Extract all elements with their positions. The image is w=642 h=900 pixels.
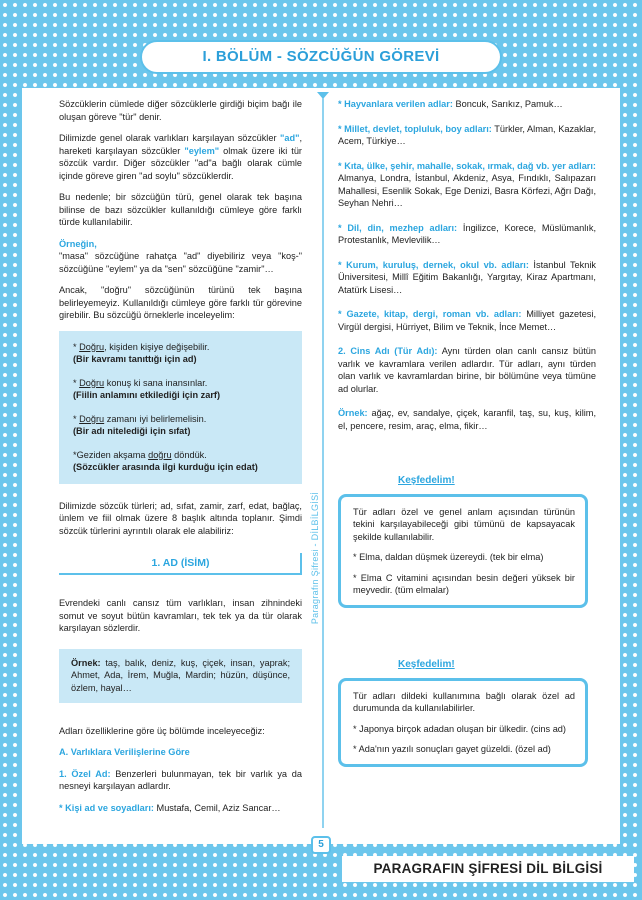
cins-ad-item: 2. Cins Adı (Tür Adı): Aynı türden olan canlı cansız bütün varlık ve kavramlara verilen adlardır. Tür adları, aynı türden olan varlık ve kavramlardan birine, bir bölümüne veya tümüne ad olurlar. (338, 346, 596, 394)
page-title: I. BÖLÜM - SÖZCÜĞÜN GÖREVİ (140, 40, 502, 74)
masa-paragraph: "masa" sözcüğüne rahatça "ad" diyebiliriz veya "koş-" sözcüğüne "eylem" ya da "sen" sözcüğüne "zamir"… (59, 251, 302, 274)
ad-term: "ad" (280, 133, 300, 144)
subheading: A. Varlıklara Verilişlerine Göre (59, 747, 190, 758)
kesfedelim-title: Keşfedelim! (398, 475, 455, 487)
left-column (59, 98, 302, 823)
ozel-ad-item: * Gazete, kitap, dergi, roman vb. adları: Milliyet gazetesi, Virgül dergisi, Hürriyet, Bilim ve Teknik, İnce Memet… (338, 309, 596, 332)
underlined-word: doğru (148, 449, 172, 460)
example-note: (Bir adı nitelediği için sıfat) (73, 426, 191, 437)
underlined-word: Doğru (79, 377, 105, 388)
kesfedelim-box: Tür adları dildeki kullanımına bağlı olarak özel ad durumunda da kullanılabilirler. * Japonya birçok adadan oluşan bir ülkedir. (cins ad) * Ada'nın yazılı sonuçları gayet güzeldi. (özel ad) (338, 678, 588, 767)
intro-paragraph: Sözcüklerin cümlede diğer sözcüklerle girdiği biçim bağı ile oluşan göreve "tür" denir. (59, 99, 302, 122)
side-label: Paragrafın Şifresi - DİLBİLGİSİ (309, 486, 321, 630)
example-item: * Doğru zamanı iyi belirlemelisin. (Bir adı nitelediği için sıfat) (73, 413, 290, 438)
footer-book-title: PARAGRAFIN ŞİFRESİ DİL BİLGİSİ (342, 856, 634, 882)
ad-eylem-paragraph: Dilimizde genel olarak varlıkları karşılayan sözcükler "ad", hareketi karşılayan sözcükler "eylem" olmak üzere iki tür sözcük vardır. Diğer sözcükler "ad"a bağlı olarak cümle içinde göreve giren "ad soylu" sözcüklerdir. (59, 133, 302, 181)
type-context-paragraph: Bu nedenle; bir sözcüğün türü, genel olarak tek başına bilinse de bazı sözcükler kullanıldığı cümleye göre farklı türde kullanılabilir. (59, 192, 302, 228)
ad-definition-paragraph: Evrendeki canlı cansız tüm varlıkları, insan zihnindeki somut ve soyut bütün kavramları, tek tek ya da tür olarak karşılayan sözlerdir. (59, 598, 302, 634)
ozel-ad-item: * Kıta, ülke, şehir, mahalle, sokak, ırmak, dağ vb. yer adları: Almanya, Londra, İstanbul, Akdeniz, Asya, Fındıklı, Salıpazarı Mahallesi, Esenlik Sokak, Ege Denizi, Basra Körfezi, Ağrı Dağı, Seyhan Nehri… (338, 160, 596, 209)
example-note: (Fiilin anlamını etkilediği için zarf) (73, 390, 221, 401)
ornek-cins-ad: Örnek: ağaç, ev, sandalye, çiçek, karanfil, taş, su, kuş, kilim, el, pencere, resim, araç, elma, fikir… (338, 408, 596, 431)
ornek-box: Örnek: taş, balık, deniz, kuş, çiçek, insan, yaprak; Ahmet, Ada, İrem, Muğla, Mardin; hüzün, düşünce, özlem, hayal… (59, 649, 302, 703)
kesfedelim-title: Keşfedelim! (398, 659, 455, 670)
example-item: * Doğru konuş ki sana inansınlar. (Fiilin anlamını etkilediği için zarf) (73, 377, 290, 402)
categories-paragraph: Adları özelliklerine göre üç bölümde inceleyeceğiz: (59, 725, 265, 736)
ozel-ad-paragraph: 1. Özel Ad: Benzerleri bulunmayan, tek bir varlık ya da nesneyi karşılayan adlardır. (59, 768, 302, 792)
dogru-examples-box (59, 331, 302, 484)
ozel-ad-item: * Hayvanlara verilen adlar: Boncuk, Sarıkız, Pamuk… (338, 99, 563, 109)
kisi-ad-paragraph: * Kişi ad ve soyadları: Mustafa, Cemil, Aziz Sancar… (59, 802, 281, 813)
right-column (338, 98, 596, 793)
example-note: (Sözcükler arasında ilgi kurduğu için edat) (73, 462, 258, 473)
underlined-word: Doğru (79, 341, 105, 352)
dogru-paragraph: Ancak, "doğru" sözcüğünün türünü tek başına belirleyemeyiz. Kullanıldığı cümleye göre farklı tür görevine girebilir. Bu sözcüğü örneklerle inceleyelim: (59, 285, 302, 321)
kesfedelim-box: Tür adları özel ve genel anlam açısından türünün tekini karşılayabileceği gibi tümünü de kapsayacak şekilde kullanılabilir. * Elma, daldan düşmek üzereydi. (tek bir elma) * Elma C vitamini açısından besin değeri yüksek bir meyvedir. (tüm elmalar) (338, 494, 588, 608)
ornek-label: Örnek: (71, 657, 101, 668)
ornegin-label: Örneğin, (59, 238, 97, 249)
underlined-word: Doğru (79, 413, 105, 424)
example-item: *Geziden akşama doğru döndük. (Sözcükler arasında ilgi kurduğu için edat) (73, 449, 290, 474)
ozel-ad-item: * Dil, din, mezhep adları: İngilizce, Korece, Müslümanlık, Protestanlık, Mevlevilik… (338, 222, 597, 246)
page-sheet (22, 88, 620, 844)
ozel-ad-item: * Kurum, kuruluş, dernek, okul vb. adları: İstanbul Teknik Üniversitesi, Millî Eğitim Bakanlığı, Yargıtay, Kiraz Apartmanı, Atatürk Lisesi… (338, 259, 596, 295)
eylem-term: "eylem" (184, 145, 220, 156)
page-number: 5 (311, 836, 331, 854)
ozel-ad-item: * Millet, devlet, topluluk, boy adları: Türkler, Alman, Kazaklar, Acem, Türkiye… (338, 123, 596, 147)
column-divider (322, 98, 324, 828)
example-note: (Bir kavramı tanıttığı için ad) (73, 354, 197, 365)
section-heading-ad: 1. AD (İSİM) (59, 553, 302, 575)
example-item: * Doğru, kişiden kişiye değişebilir. (Bir kavramı tanıttığı için ad) (73, 341, 290, 366)
word-types-paragraph: Dilimizde sözcük türleri; ad, sıfat, zamir, zarf, edat, bağlaç, ünlem ve fiil olmak üzere 8 başlık altında toplanır. Şimdi sözcük türlerini ayrıntılı olarak ele alabiliriz: (59, 500, 302, 536)
